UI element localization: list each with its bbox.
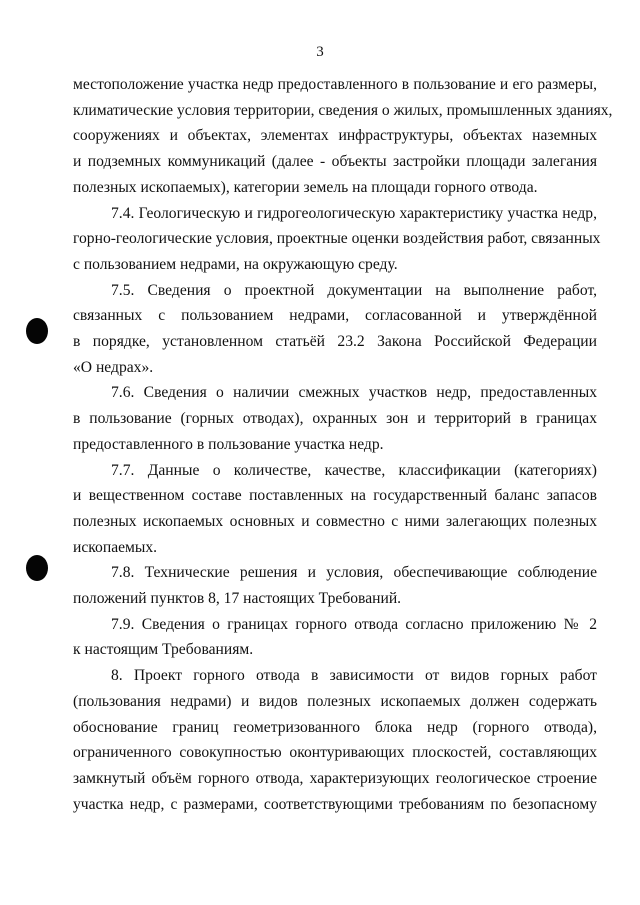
text-line: сооружениях и объектах, элементах инфраструктуры, объектах наземных xyxy=(73,127,597,145)
text-line: 7.8. Технические решения и условия, обеспечивающие соблюдение xyxy=(111,564,597,582)
text-line: 7.6. Сведения о наличии смежных участков недр, предоставленных xyxy=(111,384,597,402)
document-body xyxy=(73,72,613,817)
text-line: и подземных коммуникаций (далее - объекты застройки площади залегания xyxy=(73,153,597,171)
text-line: полезных ископаемых основных и совместно с ними залегающих полезных xyxy=(73,512,597,530)
page-number: 3 xyxy=(316,44,324,60)
text-line: замкнутый объём горного отвода, характеризующих геологическое строение xyxy=(73,769,597,787)
text-line: горно-геологические условия, проектные оценки воздействия работ, связанных xyxy=(73,230,601,248)
text-line: «О недрах». xyxy=(73,358,154,376)
text-line: 7.5. Сведения о проектной документации на выполнение работ, xyxy=(111,281,597,299)
text-line: 8. Проект горного отвода в зависимости от видов горных работ xyxy=(111,667,597,685)
paragraph-item-7-4 xyxy=(73,201,601,278)
paragraph-item-8 xyxy=(73,663,597,817)
text-line: с пользованием недрами, на окружающую среду. xyxy=(73,255,398,273)
text-line: (пользования недрами) и видов полезных ископаемых должен содержать xyxy=(73,692,597,710)
text-line: ограниченного совокупностью оконтуривающих плоскостей, составляющих xyxy=(73,744,597,762)
text-line: в порядке, установленном статьёй 23.2 Закона Российской Федерации xyxy=(73,333,597,351)
paragraph-item-7-6 xyxy=(73,380,597,457)
paragraph-continuation xyxy=(73,72,613,201)
paragraph-item-7-9 xyxy=(73,612,597,663)
text-line: 7.4. Геологическую и гидрогеологическую характеристику участка недр, xyxy=(111,204,597,222)
paragraph-item-7-5 xyxy=(73,278,597,381)
punch-hole-top xyxy=(26,318,48,344)
text-line: полезных ископаемых), категории земель на площади горного отвода. xyxy=(73,178,538,196)
text-line: климатические условия территории, сведения о жилых, промышленных зданиях, xyxy=(73,101,613,119)
text-line: местоположение участка недр предоставленного в пользование и его размеры, xyxy=(73,76,597,93)
text-line: участка недр, с размерами, соответствующими требованиям по безопасному xyxy=(73,795,597,813)
text-line: ископаемых. xyxy=(73,538,158,556)
text-line: связанных с пользованием недрами, согласованной и утверждённой xyxy=(73,307,597,325)
paragraph-item-7-8 xyxy=(73,560,597,611)
text-line: положений пунктов 8, 17 настоящих Требований. xyxy=(73,590,402,608)
text-line: обоснование границ геометризованного блока недр (горного отвода), xyxy=(73,718,597,736)
text-line: в пользование (горных отводах), охранных зон и территорий в границах xyxy=(73,410,597,428)
text-line: 7.9. Сведения о границах горного отвода согласно приложению № 2 xyxy=(111,615,597,633)
paragraph-item-7-7 xyxy=(73,458,597,561)
text-line: предоставленного в пользование участка недр. xyxy=(73,435,384,453)
punch-hole-bottom xyxy=(26,555,48,581)
text-line: 7.7. Данные о количестве, качестве, классификации (категориях) xyxy=(111,461,597,479)
text-line: и вещественном составе поставленных на государственный баланс запасов xyxy=(73,487,597,505)
text-line: к настоящим Требованиям. xyxy=(73,641,254,659)
